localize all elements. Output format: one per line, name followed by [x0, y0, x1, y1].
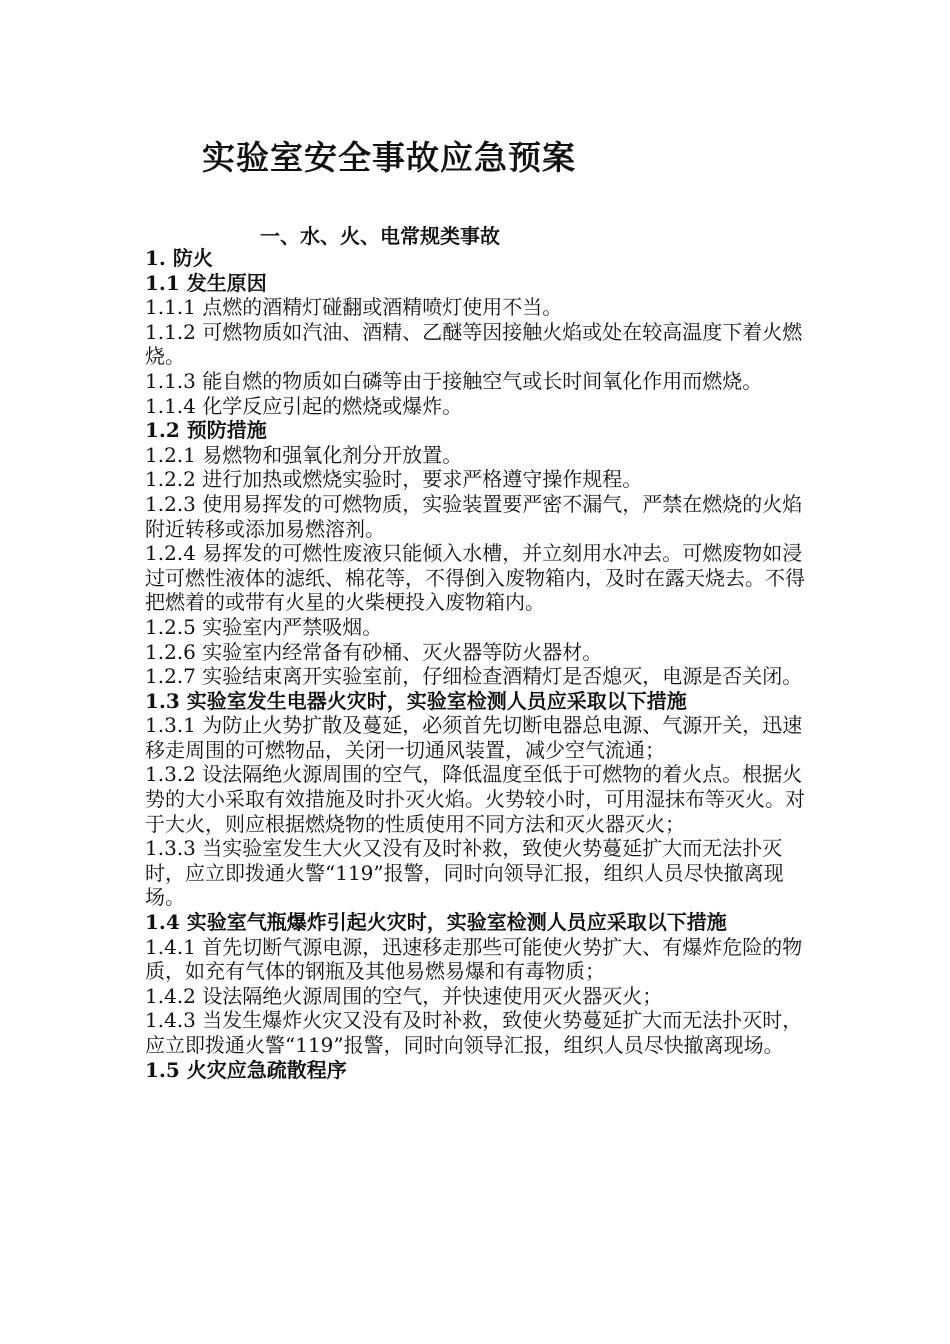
section-heading: 1. 防火: [145, 246, 213, 270]
paragraph: 1.3.1 为防止火势扩散及蔓延，必须首先切断电器总电源、气源开关，迅速移走周围的可燃物品，关闭一切通风装置，减少空气流通；: [145, 713, 803, 762]
paragraph: 1.2.1 易燃物和强氧化剂分开放置。: [145, 442, 463, 467]
paragraph: 1.3.2 设法隔绝火源周围的空气，降低温度至低于可燃物的着火点。根据火势的大小采取有效措施及时扑灭火焰。火势较小时，可用湿抹布等灭火。对于大火，则应根据燃烧物的性质使用不同方法和灭火器灭火；: [145, 762, 805, 836]
paragraph: 1.1.1 点燃的酒精灯碰翻或酒精喷灯使用不当。: [145, 295, 563, 320]
paragraph: 1.1.4 化学反应引起的燃烧或爆炸。: [145, 393, 463, 418]
paragraph: 1.3.3 当实验室发生大火又没有及时补救，致使火势蔓延扩大而无法扑灭时，应立即拨通火警“119”报警，同时向领导汇报，组织人员尽快撤离现场。: [145, 836, 784, 910]
section-heading: 1.1 发生原因: [145, 270, 267, 295]
paragraph: 1.2.6 实验室内经常备有砂桶、灭火器等防火器材。: [145, 639, 603, 664]
section-title: 一、水、火、电常规类事故: [260, 224, 500, 248]
paragraph: 1.1.3 能自燃的物质如白磷等由于接触空气或长时间氧化作用而燃烧。: [145, 368, 763, 393]
section-heading: 1.3 实验室发生电器火灾时，实验室检测人员应采取以下措施: [145, 688, 687, 713]
paragraph: 1.4.3 当发生爆炸火灾又没有及时补救，致使火势蔓延扩大而无法扑灭时，应立即拨通火警“119”报警，同时向领导汇报，组织人员尽快撤离现场。: [145, 1008, 803, 1057]
paragraph: 1.2.7 实验结束离开实验室前，仔细检查酒精灯是否熄灭，电源是否关闭。: [145, 664, 803, 689]
paragraph: 1.2.5 实验室内严禁吸烟。: [145, 614, 383, 639]
paragraph: 1.4.2 设法隔绝火源周围的空气，并快速使用灭火器灭火；: [145, 983, 663, 1008]
paragraph: 1.2.4 易挥发的可燃性废液只能倾入水槽，并立刻用水冲去。可燃废物如浸过可燃性液体的滤纸、棉花等，不得倒入废物箱内，及时在露天烧去。不得把燃着的或带有火星的火柴梗投入废物箱内。: [145, 541, 805, 615]
section-heading: 1.4 实验室气瓶爆炸引起火灾时，实验室检测人员应采取以下措施: [145, 910, 727, 935]
paragraph: 1.2.2 进行加热或燃烧实验时，要求严格遵守操作规程。: [145, 467, 643, 492]
paragraph: 1.2.3 使用易挥发的可燃物质，实验装置要严密不漏气，严禁在燃烧的火焰附近转移或添加易燃溶剂。: [145, 491, 803, 541]
paragraph: 1.1.2 可燃物质如汽油、酒精、乙醚等因接触火焰或处在较高温度下着火燃烧。: [145, 319, 803, 369]
paragraph: 1.4.1 首先切断气源电源，迅速移走那些可能使火势扩大、有爆炸危险的物质，如充有气体的钢瓶及其他易燃易爆和有毒物质；: [145, 934, 803, 984]
document-body: [145, 246, 820, 1082]
section-heading: 1.2 预防措施: [145, 418, 267, 443]
document-title: 实验室安全事故应急预案: [202, 138, 576, 177]
section-heading: 1.5 火灾应急疏散程序: [145, 1057, 347, 1082]
